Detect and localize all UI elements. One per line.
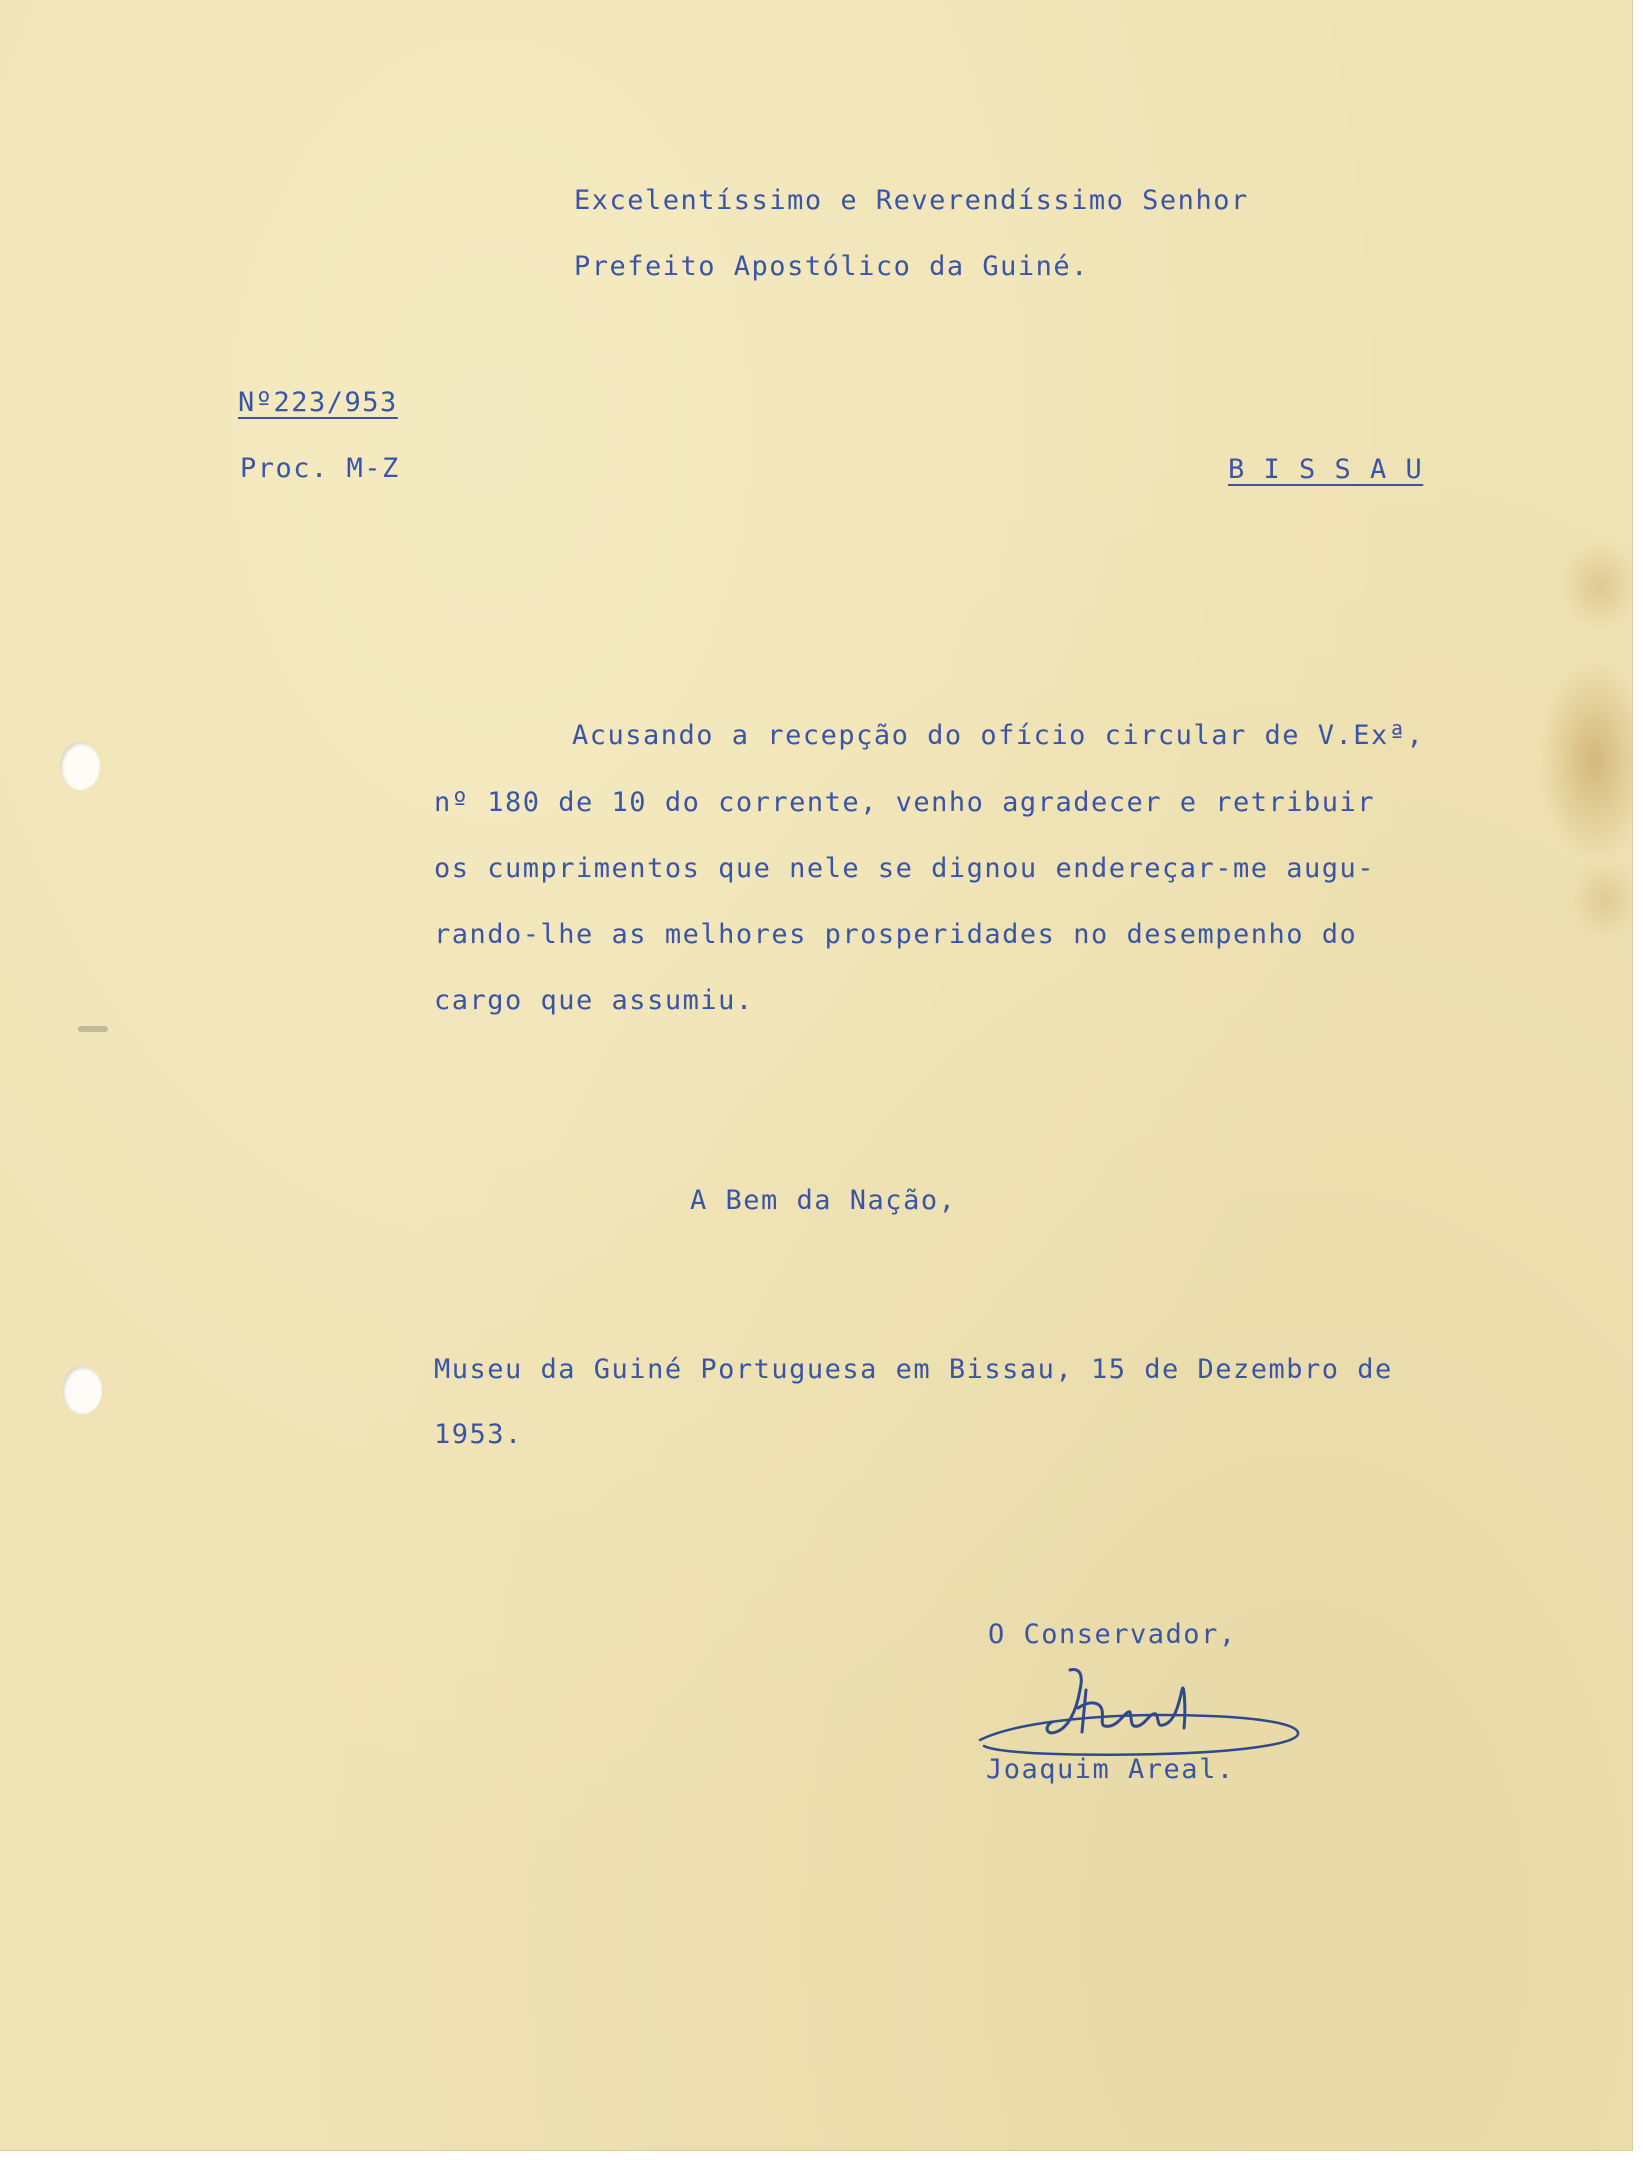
addressee-line-2: Prefeito Apostólico da Guiné.: [574, 251, 1089, 282]
punch-hole-bottom: [62, 1366, 102, 1414]
signatory-title: O Conservador,: [988, 1619, 1237, 1650]
fold-mark: [78, 1026, 108, 1032]
body-line-2: nº 180 de 10 do corrente, venho agradecer e retribuir: [434, 787, 1376, 818]
body-line-4: rando-lhe as melhores prosperidades no desempenho do: [434, 919, 1358, 950]
stain-mark: [1570, 860, 1633, 940]
reference-number: Nº223/953: [238, 387, 398, 418]
date-line-2: 1953.: [434, 1419, 523, 1450]
body-line-1: Acusando a recepção do ofício circular de V.Exª,: [572, 720, 1425, 751]
date-line-1: Museu da Guiné Portuguesa em Bissau, 15 de Dezembro de: [434, 1354, 1393, 1385]
place-heading: B I S S A U: [1228, 454, 1424, 485]
signatory-name: Joaquim Areal.: [986, 1754, 1235, 1785]
stain-mark: [1560, 540, 1633, 630]
addressee-line-1: Excelentíssimo e Reverendíssimo Senhor: [574, 185, 1249, 216]
stain-mark: [1540, 660, 1633, 860]
body-line-3: os cumprimentos que nele se dignou endereçar-me augu-: [434, 853, 1376, 884]
closing-salutation: A Bem da Nação,: [690, 1185, 957, 1216]
handwritten-signature: [960, 1650, 1320, 1760]
process-reference: Proc. M-Z: [240, 453, 400, 484]
punch-hole-top: [60, 742, 100, 790]
body-line-5: cargo que assumiu.: [434, 985, 754, 1016]
